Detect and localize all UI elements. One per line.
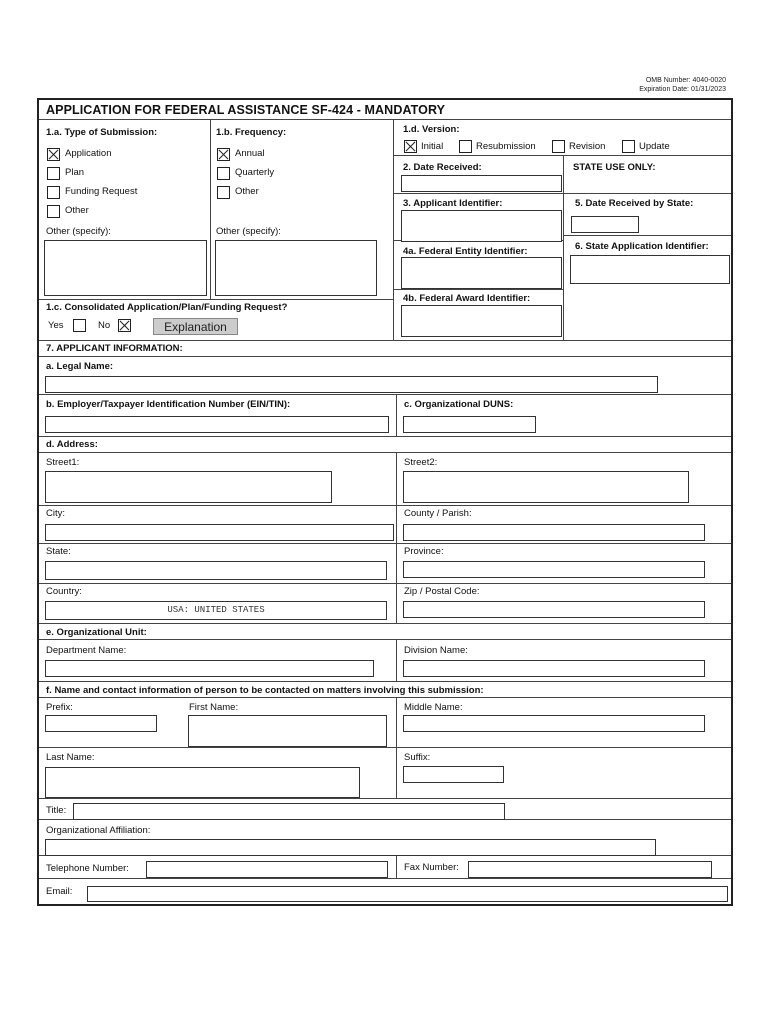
department-label: Department Name:	[46, 645, 127, 656]
submission-other-specify-label: Other (specify):	[46, 226, 111, 237]
omb-info	[560, 76, 726, 94]
street2-label: Street2:	[404, 457, 438, 468]
title-field[interactable]	[73, 803, 505, 820]
email-label: Email:	[46, 886, 73, 897]
affiliation-label: Organizational Affiliation:	[46, 825, 151, 836]
revision-option-label: Revision	[569, 141, 606, 152]
suffix-label: Suffix:	[404, 752, 431, 763]
last-name-field[interactable]	[45, 767, 360, 798]
resubmission-checkbox[interactable]	[459, 140, 472, 153]
application-option-label: Application	[65, 148, 112, 159]
org-unit-title: e. Organizational Unit:	[46, 627, 147, 638]
omb-number: OMB Number: 4040-0020	[645, 77, 726, 84]
state-application-identifier-label: 6. State Application Identifier:	[575, 241, 709, 252]
federal-entity-identifier-label: 4a. Federal Entity Identifier:	[403, 246, 528, 257]
plan-checkbox[interactable]	[47, 167, 60, 180]
state-label: State:	[46, 546, 71, 557]
division-field[interactable]	[403, 660, 705, 677]
zip-label: Zip / Postal Code:	[404, 586, 480, 597]
revision-checkbox[interactable]	[552, 140, 565, 153]
country-field[interactable]: USA: UNITED STATES	[45, 601, 387, 620]
expiration-date: Expiration Date: 01/31/2023	[639, 86, 726, 93]
form-title: APPLICATION FOR FEDERAL ASSISTANCE SF-424 - MANDATORY	[46, 103, 446, 117]
resubmission-option-label: Resubmission	[476, 141, 536, 152]
contact-title: f. Name and contact information of person to be contacted on matters involving this submission:	[46, 685, 484, 696]
submission-other-specify-field[interactable]	[44, 240, 207, 296]
affiliation-field[interactable]	[45, 839, 656, 856]
prefix-field[interactable]	[45, 715, 157, 732]
quarterly-checkbox[interactable]	[217, 167, 230, 180]
legal-name-label: a. Legal Name:	[46, 361, 114, 372]
consolidated-no-checkbox[interactable]	[118, 319, 131, 332]
province-label: Province:	[404, 546, 444, 557]
frequency-other-option-label: Other	[235, 186, 259, 197]
date-received-state-field[interactable]	[571, 216, 639, 233]
state-use-only-label: STATE USE ONLY:	[573, 162, 656, 173]
consolidated-label: 1.c. Consolidated Application/Plan/Funding Request?	[46, 302, 288, 313]
date-received-field[interactable]	[401, 175, 562, 192]
submission-type-label: 1.a. Type of Submission:	[46, 127, 158, 138]
annual-checkbox[interactable]	[217, 148, 230, 161]
ein-tin-label: b. Employer/Taxpayer Identification Number (EIN/TIN):	[46, 399, 291, 410]
submission-other-checkbox[interactable]	[47, 205, 60, 218]
submission-other-option-label: Other	[65, 205, 89, 216]
province-field[interactable]	[403, 561, 705, 578]
street2-field[interactable]	[403, 471, 689, 503]
version-label: 1.d. Version:	[403, 124, 460, 135]
consolidated-yes-checkbox[interactable]	[73, 319, 86, 332]
first-name-label: First Name:	[189, 702, 239, 713]
zip-field[interactable]	[403, 601, 705, 618]
department-field[interactable]	[45, 660, 374, 677]
street1-field[interactable]	[45, 471, 332, 503]
application-checkbox[interactable]	[47, 148, 60, 161]
state-field[interactable]	[45, 561, 387, 580]
middle-name-label: Middle Name:	[404, 702, 463, 713]
duns-field[interactable]	[403, 416, 536, 433]
county-label: County / Parish:	[404, 508, 472, 519]
title-label: Title:	[46, 805, 67, 816]
applicant-section-title: 7. APPLICANT INFORMATION:	[46, 343, 183, 354]
county-field[interactable]	[403, 524, 705, 541]
consolidated-yes-label: Yes	[48, 320, 64, 331]
division-label: Division Name:	[404, 645, 468, 656]
funding-request-checkbox[interactable]	[47, 186, 60, 199]
middle-name-field[interactable]	[403, 715, 705, 732]
annual-option-label: Annual	[235, 148, 265, 159]
fax-field[interactable]	[468, 861, 712, 878]
address-title: d. Address:	[46, 439, 98, 450]
funding-request-option-label: Funding Request	[65, 186, 138, 197]
quarterly-option-label: Quarterly	[235, 167, 275, 178]
federal-entity-identifier-field[interactable]	[401, 257, 562, 289]
frequency-other-specify-field[interactable]	[215, 240, 377, 296]
update-checkbox[interactable]	[622, 140, 635, 153]
frequency-label: 1.b. Frequency:	[216, 127, 287, 138]
city-label: City:	[46, 508, 65, 519]
plan-option-label: Plan	[65, 167, 85, 178]
date-received-label: 2. Date Received:	[403, 162, 482, 173]
telephone-label: Telephone Number:	[46, 863, 129, 874]
state-application-identifier-field[interactable]	[570, 255, 730, 284]
frequency-other-specify-label: Other (specify):	[216, 226, 281, 237]
street1-label: Street1:	[46, 457, 80, 468]
explanation-button[interactable]: Explanation	[153, 318, 238, 335]
city-field[interactable]	[45, 524, 394, 541]
frequency-other-checkbox[interactable]	[217, 186, 230, 199]
initial-checkbox[interactable]	[404, 140, 417, 153]
federal-award-identifier-label: 4b. Federal Award Identifier:	[403, 293, 531, 304]
prefix-label: Prefix:	[46, 702, 73, 713]
email-field[interactable]	[87, 886, 728, 902]
update-option-label: Update	[639, 141, 670, 152]
applicant-identifier-field[interactable]	[401, 210, 562, 242]
federal-award-identifier-field[interactable]	[401, 305, 562, 337]
applicant-identifier-label: 3. Applicant Identifier:	[403, 198, 503, 209]
date-received-state-label: 5. Date Received by State:	[575, 198, 694, 209]
fax-label: Fax Number:	[404, 862, 459, 873]
sf424-form	[37, 98, 733, 906]
consolidated-no-label: No	[98, 320, 111, 331]
suffix-field[interactable]	[403, 766, 504, 783]
initial-option-label: Initial	[421, 141, 444, 152]
duns-label: c. Organizational DUNS:	[404, 399, 514, 410]
last-name-label: Last Name:	[46, 752, 95, 763]
ein-tin-field[interactable]	[45, 416, 389, 433]
first-name-field[interactable]	[188, 715, 387, 747]
legal-name-field[interactable]	[45, 376, 658, 393]
telephone-field[interactable]	[146, 861, 388, 878]
country-label: Country:	[46, 586, 82, 597]
